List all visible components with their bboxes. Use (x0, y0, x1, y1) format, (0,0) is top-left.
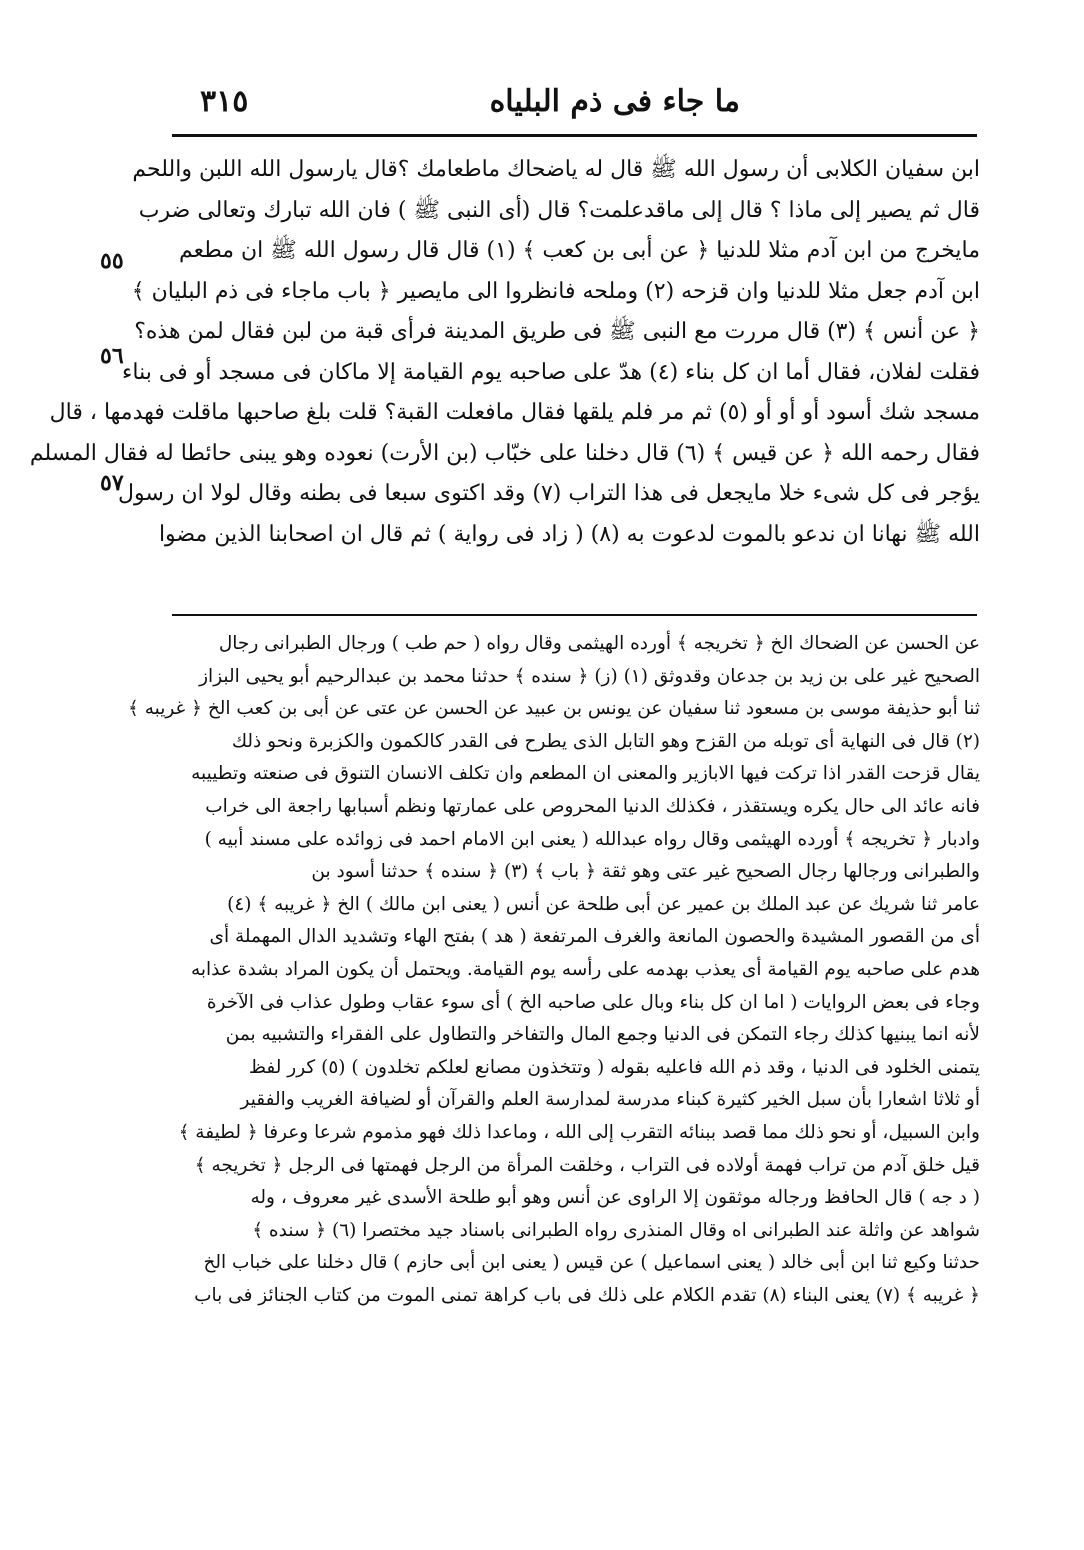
page-header (170, 80, 980, 130)
note-line: والطبرانى ورجالها رجال الصحيح غير عتى وهو ثقة ﴿ باب ﴾ (٣) ﴿ سنده ﴾ حدثنا أسود بن (311, 861, 980, 883)
note-line: عن الحسن عن الضحاك الخ ﴿ تخريجه ﴾ أورده الهيثمى وقال رواه ( حم طب ) ورجال الطبرانى رجال (218, 633, 980, 654)
main-text-line: ابن سفيان الكلابى أن رسول الله ﷺ قال له ياضحاك ماطعامك ؟قال يارسول الله اللبن واللحم (132, 157, 980, 182)
main-text-line: مايخرج من ابن آدم مثلا للدنيا ﴿ عن أبى بن كعب ﴾ (١) قال قال رسول الله ﷺ ان مطعم (178, 238, 980, 263)
main-text-line: مسجد شك أسود أو أو أو (٥) ثم مر فلم يلقها فقال مافعلت القبة؟ قلت بلغ صاحبها ماقلت فهدمها ، قال (49, 400, 980, 425)
note-line: عامر ثنا شريك عن عبد الملك بن عمير عن أبى طلحة عن أنس ( يعنى ابن مالك ) الخ ﴿ غريبه ﴾ (٤) (227, 893, 980, 915)
note-line: هدم على صاحبه يوم القيامة أى يعذب بهدمه على رأسه يوم القيامة. ويحتمل أن يكون المراد بشدة عذابه (190, 958, 980, 980)
note-line: الصحيح غير على بن زيد بن جدعان وقدوثق (١) (ز) ﴿ سنده ﴾ حدثنا محمد بن عبدالرحيم أبو يحيى البزاز (199, 665, 980, 687)
note-line: شواهد عن واثلة عند الطبرانى اه وقال المنذرى رواه الطبرانى باسناد جيد مختصرا (٦) ﴿ سنده ﴾ (252, 1219, 980, 1241)
note-line: ﴿ غريبه ﴾ (٧) يعنى البناء (٨) تقدم الكلام على ذلك فى باب كراهة تمنى الموت من كتاب الجنائز فى باب (194, 1284, 980, 1306)
margin-hadith-number: ٥٦ (100, 343, 124, 369)
note-line: حدثنا وكيع ثنا ابن أبى خالد ( يعنى اسماعيل ) عن قيس ( يعنى ابن أبى حازم ) قال دخلنا على خباب الخ (203, 1252, 980, 1274)
note-line: أى من القصور المشيدة والحصون المانعة والغرف المرتفعة ( هد ) بفتح الهاء وتشديد الدال المهملة أى (209, 926, 980, 948)
main-text-line: فقلت لفلان، فقال أما ان كل بناء (٤) هدّ على صاحبه يوم القيامة إلا ماكان فى مسجد أو فى بناء (122, 359, 980, 385)
note-line: (٢) قال فى النهاية أى توبله من القزح وهو التابل الذى يطرح فى القدر كالكمون والكزبرة ونحو ذلك (231, 730, 980, 752)
note-line: وابن السبيل، أو نحو ذلك مما قصد ببنائه التقرب إلى الله ، وماعدا ذلك فهو مذموم شرعا وعرفا ﴿ لطيفة ﴾ (178, 1121, 980, 1143)
main-text-line: يؤجر فى كل شىء خلا مايجعل فى هذا التراب (٧) وقد اكتوى سبعا فى بطنه وقال لولا ان رسول (117, 481, 980, 506)
note-line: ثنا أبو حذيفة موسى بن مسعود ثنا سفيان عن يونس بن عبيد عن الحسن عن عتى عن أبى بن كعب الخ ﴿ غريبه ﴾ (127, 698, 980, 720)
note-line: وجاء فى بعض الروايات ( اما ان كل بناء وبال على صاحبه الخ ) أى سوء عقاب وطول عذاب فى الآخرة (206, 991, 980, 1013)
note-line: يتمنى الخلود فى الدنيا ، وقد ذم الله فاعليه بقوله ( وتتخذون مصانع لعلكم تخلدون ) (٥) كرر لفظ (248, 1056, 980, 1078)
header-rule (172, 134, 977, 137)
page-number: ٣١٥ (200, 84, 249, 119)
note-line: قيل خلق آدم من تراب فهمة أولاده فى التراب ، وخلقت المرأة من الرجل فهمتها فى الرجل ﴿ تخريجه ﴾ (194, 1154, 980, 1176)
margin-hadith-number: ٥٥ (100, 248, 124, 274)
main-text-line: الله ﷺ نهانا ان ندعو بالموت لدعوت به (٨) ( زاد فى رواية ) ثم قال ان اصحابنا الذين مضوا (158, 521, 980, 547)
note-line: أو ثلاثا اشعارا بأن سبل الخير كثيرة كبناء مدرسة لمدارسة العلم والقرآن أو لضيافة الغريب والفقير (240, 1089, 980, 1111)
main-text-line: قال ثم يصير إلى ماذا ؟ قال إلى ماقدعلمت؟ قال (أى النبى ﷺ ) فان الله تبارك وتعالى ضرب (138, 197, 980, 223)
main-text-line: ﴿ عن أنس ﴾ (٣) قال مررت مع النبى ﷺ فى طريق المدينة فرأى قبة من لبن فقال لمن هذه؟ (134, 319, 980, 344)
margin-hadith-number: ٥٧ (100, 470, 124, 496)
footnote-rule (172, 614, 977, 616)
main-text-line: فقال رحمه الله ﴿ عن قيس ﴾ (٦) قال دخلنا على خبّاب (بن الأرت) نعوده وهو يبنى حائطا له فقال المسلم (29, 440, 980, 466)
note-line: فانه عائد الى حال يكره ويستقذر ، فكذلك الدنيا المحروص على عمارتها ونظم أسبابها راجعة الى خراب (205, 795, 980, 817)
commentary-notes (127, 628, 980, 1312)
note-line: وادبار ﴿ تخريجه ﴾ أورده الهيثمى وقال رواه عبدالله ( يعنى ابن الامام احمد فى زوائده على مسند أبيه ) (204, 828, 980, 850)
note-line: ( د جه ) قال الحافظ ورجاله موثقون إلا الراوى عن أنس وهو أبو طلحة الأسدى غير معروف ، وله (250, 1187, 980, 1209)
main-text-line: ابن آدم جعل مثلا للدنيا وان قزحه (٢) وملحه فانظروا الى مايصير ﴿ باب ماجاء فى ذم البليان ﴾ (131, 278, 980, 304)
chapter-title: ما جاء فى ذم البلياه (489, 84, 740, 119)
note-line: لأنه انما يبنيها كذلك رجاء التمكن فى الدنيا وجمع المال والتفاخر والتطاول على الفقراء والتشبيه بمن (225, 1024, 980, 1046)
note-line: يقال قزحت القدر اذا تركت فيها الابازير والمعنى ان المطعم وان تكلف الانسان التنوق فى صنعته وتطييبه (191, 763, 980, 785)
